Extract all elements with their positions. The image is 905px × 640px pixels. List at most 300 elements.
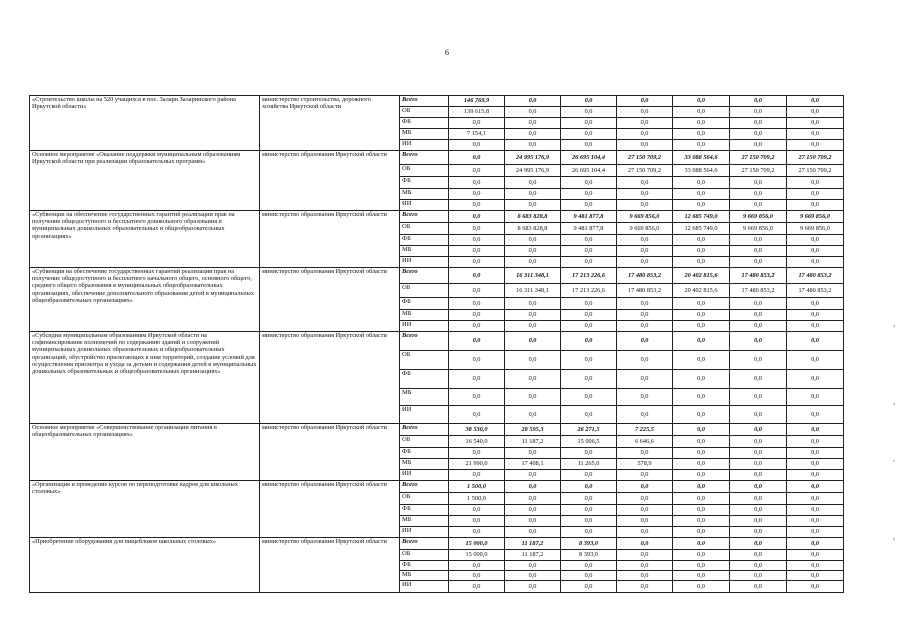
amount-cell: 0,0 xyxy=(561,470,617,481)
amount-cell: 0,0 xyxy=(730,257,787,268)
responsible-executor: министерство строительства, дорожного хозяйства Иркутской области xyxy=(260,96,400,151)
funding-source: ФБ xyxy=(400,235,449,246)
table-row xyxy=(30,332,844,351)
amount-cell: 27 150 709,2 xyxy=(617,151,673,165)
amount-cell: 0,0 xyxy=(561,235,617,246)
activity-description: «Приобретение оборудования для пищеблоков школьных столовых» xyxy=(30,538,260,593)
amount-cell: 9 669 856,0 xyxy=(787,211,844,223)
amount-cell: 17 480 853,2 xyxy=(787,284,844,298)
funding-source: Всего xyxy=(400,211,449,223)
responsible-executor: министерство образования Иркутской области xyxy=(260,538,400,593)
amount-cell: 0,0 xyxy=(449,516,505,527)
amount-cell: 0,0 xyxy=(673,200,730,211)
amount-cell: 0,0 xyxy=(505,298,561,310)
amount-cell: 0,0 xyxy=(787,459,844,470)
amount-cell: 0,0 xyxy=(617,581,673,593)
amount-cell: 0,0 xyxy=(561,351,617,370)
amount-cell: 9 669 856,0 xyxy=(617,223,673,235)
amount-cell: 0,0 xyxy=(617,550,673,561)
amount-cell: 0,0 xyxy=(730,481,787,493)
amount-cell: 0,0 xyxy=(787,448,844,459)
amount-cell: 33 088 564,6 xyxy=(673,151,730,165)
amount-cell: 0,0 xyxy=(787,505,844,516)
amount-cell: 0,0 xyxy=(561,448,617,459)
funding-source: ФБ xyxy=(400,370,449,389)
amount-cell: 0,0 xyxy=(505,351,561,370)
amount-cell: 0,0 xyxy=(617,493,673,505)
amount-cell: 0,0 xyxy=(561,189,617,200)
funding-source: ФБ xyxy=(400,561,449,571)
activity-description: «Субсидии муниципальным образованиям Иркутской области на софинансирование полномочий по содержанию зданий и сооружений муниципальных дошкольных образовательных и общеобразовательных организаций, обустройство прилегающих к ним территорий, создание условий для осуществления присмотра и ухода за детьми и содержания детей в муниципальных дошкольных образовательных и общеобразовательных организациях» xyxy=(30,332,260,424)
amount-cell: 0,0 xyxy=(730,550,787,561)
amount-cell: 0,0 xyxy=(787,550,844,561)
amount-cell: 0,0 xyxy=(730,436,787,448)
funding-source: ОБ xyxy=(400,351,449,370)
amount-cell: 0,0 xyxy=(730,332,787,351)
amount-cell: 0,0 xyxy=(787,235,844,246)
amount-cell: 0,0 xyxy=(673,571,730,581)
amount-cell: 0,0 xyxy=(730,581,787,593)
funding-source: МБ xyxy=(400,389,449,406)
amount-cell: 6 646,6 xyxy=(617,436,673,448)
amount-cell: 0,0 xyxy=(730,189,787,200)
amount-cell: 0,0 xyxy=(730,140,787,151)
amount-cell: 12 685 749,0 xyxy=(673,223,730,235)
amount-cell: 0,0 xyxy=(730,129,787,140)
amount-cell: 27 150 709,2 xyxy=(730,151,787,165)
amount-cell: 0,0 xyxy=(787,321,844,332)
amount-cell: 0,0 xyxy=(673,424,730,436)
amount-cell: 0,0 xyxy=(673,235,730,246)
funding-source: МБ xyxy=(400,516,449,527)
amount-cell: 7 154,1 xyxy=(449,129,505,140)
amount-cell: 0,0 xyxy=(730,351,787,370)
amount-cell: 0,0 xyxy=(730,448,787,459)
amount-cell: 0,0 xyxy=(787,189,844,200)
table-row xyxy=(30,268,844,284)
table-row xyxy=(30,96,844,107)
amount-cell: 0,0 xyxy=(673,389,730,406)
amount-cell: 0,0 xyxy=(617,332,673,351)
amount-cell: 0,0 xyxy=(561,298,617,310)
responsible-executor: министерство образования Иркутской области xyxy=(260,211,400,268)
amount-cell: 9 669 856,0 xyxy=(787,223,844,235)
funding-source: МБ xyxy=(400,571,449,581)
amount-cell: 0,0 xyxy=(505,246,561,257)
amount-cell: 0,0 xyxy=(561,332,617,351)
funding-source: ФБ xyxy=(400,298,449,310)
amount-cell: 0,0 xyxy=(449,165,505,177)
amount-cell: 0,0 xyxy=(730,424,787,436)
funding-source: ИИ xyxy=(400,470,449,481)
responsible-executor: министерство образования Иркутской области xyxy=(260,481,400,538)
page-number: 6 xyxy=(445,48,449,57)
amount-cell: 38 530,0 xyxy=(449,424,505,436)
amount-cell: 0,0 xyxy=(505,581,561,593)
activity-description: «Субвенции на обеспечение государственных гарантий реализации прав на получение общедоступного и бесплатного дошкольного образования в муниципальных дошкольных образовательных и общеобразовательных организациях» xyxy=(30,211,260,268)
amount-cell: 0,0 xyxy=(449,389,505,406)
amount-cell: 0,0 xyxy=(617,527,673,538)
amount-cell: 0,0 xyxy=(673,527,730,538)
amount-cell: 0,0 xyxy=(730,107,787,118)
amount-cell: 0,0 xyxy=(730,527,787,538)
funding-source: Всего xyxy=(400,96,449,107)
amount-cell: 0,0 xyxy=(730,246,787,257)
margin-mark: ‹ xyxy=(893,400,896,408)
amount-cell: 16 311 348,1 xyxy=(505,268,561,284)
funding-source: ИИ xyxy=(400,321,449,332)
table-row xyxy=(30,424,844,436)
amount-cell: 11 265,0 xyxy=(561,459,617,470)
amount-cell: 0,0 xyxy=(787,538,844,550)
amount-cell: 0,0 xyxy=(617,177,673,189)
amount-cell: 0,0 xyxy=(787,370,844,389)
amount-cell: 0,0 xyxy=(617,561,673,571)
amount-cell: 24 995 176,9 xyxy=(505,165,561,177)
amount-cell: 0,0 xyxy=(561,406,617,424)
amount-cell: 0,0 xyxy=(449,200,505,211)
amount-cell: 0,0 xyxy=(730,493,787,505)
amount-cell: 0,0 xyxy=(787,107,844,118)
amount-cell: 0,0 xyxy=(561,505,617,516)
funding-source: ИИ xyxy=(400,406,449,424)
amount-cell: 0,0 xyxy=(617,107,673,118)
amount-cell: 0,0 xyxy=(730,470,787,481)
amount-cell: 0,0 xyxy=(673,298,730,310)
amount-cell: 0,0 xyxy=(505,321,561,332)
funding-source: МБ xyxy=(400,246,449,257)
amount-cell: 9 669 856,0 xyxy=(617,211,673,223)
amount-cell: 0,0 xyxy=(617,389,673,406)
amount-cell: 0,0 xyxy=(505,332,561,351)
amount-cell: 0,0 xyxy=(730,516,787,527)
amount-cell: 0,0 xyxy=(673,493,730,505)
funding-source: ИИ xyxy=(400,200,449,211)
funding-source: ФБ xyxy=(400,505,449,516)
amount-cell: 0,0 xyxy=(449,177,505,189)
amount-cell: 0,0 xyxy=(505,118,561,129)
amount-cell: 0,0 xyxy=(617,406,673,424)
funding-source: ИИ xyxy=(400,140,449,151)
amount-cell: 1 500,0 xyxy=(449,493,505,505)
amount-cell: 0,0 xyxy=(730,298,787,310)
amount-cell: 0,0 xyxy=(449,351,505,370)
funding-source: ИИ xyxy=(400,527,449,538)
table-row xyxy=(30,538,844,550)
funding-source: МБ xyxy=(400,459,449,470)
amount-cell: 139 615,8 xyxy=(449,107,505,118)
amount-cell: 0,0 xyxy=(449,257,505,268)
amount-cell: 0,0 xyxy=(673,310,730,321)
amount-cell: 0,0 xyxy=(787,351,844,370)
amount-cell: 0,0 xyxy=(787,246,844,257)
amount-cell: 0,0 xyxy=(787,516,844,527)
amount-cell: 0,0 xyxy=(787,571,844,581)
funding-source: ФБ xyxy=(400,118,449,129)
funding-source: ФБ xyxy=(400,448,449,459)
amount-cell: 0,0 xyxy=(617,516,673,527)
amount-cell: 0,0 xyxy=(505,571,561,581)
amount-cell: 0,0 xyxy=(505,96,561,107)
amount-cell: 0,0 xyxy=(505,406,561,424)
amount-cell: 0,0 xyxy=(505,370,561,389)
amount-cell: 0,0 xyxy=(787,406,844,424)
amount-cell: 27 150 709,2 xyxy=(617,165,673,177)
amount-cell: 0,0 xyxy=(673,351,730,370)
amount-cell: 0,0 xyxy=(505,257,561,268)
amount-cell: 11 187,2 xyxy=(505,550,561,561)
amount-cell: 0,0 xyxy=(673,470,730,481)
budget-table xyxy=(29,95,844,593)
amount-cell: 0,0 xyxy=(673,107,730,118)
amount-cell: 9 669 856,0 xyxy=(730,223,787,235)
amount-cell: 0,0 xyxy=(787,470,844,481)
funding-source: Всего xyxy=(400,538,449,550)
amount-cell: 21 990,0 xyxy=(449,459,505,470)
funding-source: ОБ xyxy=(400,436,449,448)
amount-cell: 26 271,5 xyxy=(561,424,617,436)
funding-source: Всего xyxy=(400,481,449,493)
amount-cell: 0,0 xyxy=(787,298,844,310)
amount-cell: 0,0 xyxy=(561,493,617,505)
amount-cell: 0,0 xyxy=(617,118,673,129)
amount-cell: 0,0 xyxy=(617,351,673,370)
funding-source: ОБ xyxy=(400,223,449,235)
amount-cell: 0,0 xyxy=(617,448,673,459)
amount-cell: 0,0 xyxy=(561,177,617,189)
amount-cell: 20 402 815,6 xyxy=(673,268,730,284)
amount-cell: 24 995 176,9 xyxy=(505,151,561,165)
amount-cell: 0,0 xyxy=(561,516,617,527)
amount-cell: 33 088 564,6 xyxy=(673,165,730,177)
amount-cell: 0,0 xyxy=(505,527,561,538)
amount-cell: 0,0 xyxy=(730,235,787,246)
amount-cell: 0,0 xyxy=(505,189,561,200)
amount-cell: 0,0 xyxy=(505,481,561,493)
amount-cell: 0,0 xyxy=(673,118,730,129)
amount-cell: 0,0 xyxy=(673,177,730,189)
amount-cell: 0,0 xyxy=(505,561,561,571)
funding-source: ОБ xyxy=(400,107,449,118)
amount-cell: 0,0 xyxy=(617,370,673,389)
amount-cell: 0,0 xyxy=(730,96,787,107)
amount-cell: 0,0 xyxy=(787,129,844,140)
amount-cell: 0,0 xyxy=(673,516,730,527)
amount-cell: 15 000,0 xyxy=(449,538,505,550)
amount-cell: 0,0 xyxy=(449,321,505,332)
amount-cell: 0,0 xyxy=(617,481,673,493)
amount-cell: 17 213 226,6 xyxy=(561,268,617,284)
amount-cell: 0,0 xyxy=(449,332,505,351)
amount-cell: 11 187,2 xyxy=(505,538,561,550)
amount-cell: 9 481 877,8 xyxy=(561,211,617,223)
amount-cell: 0,0 xyxy=(617,310,673,321)
table-row xyxy=(30,211,844,223)
amount-cell: 0,0 xyxy=(505,389,561,406)
amount-cell: 0,0 xyxy=(730,200,787,211)
amount-cell: 8 393,0 xyxy=(561,550,617,561)
amount-cell: 0,0 xyxy=(730,406,787,424)
amount-cell: 0,0 xyxy=(505,140,561,151)
amount-cell: 0,0 xyxy=(787,481,844,493)
amount-cell: 0,0 xyxy=(561,571,617,581)
amount-cell: 8 683 828,8 xyxy=(505,223,561,235)
amount-cell: 0,0 xyxy=(673,96,730,107)
amount-cell: 0,0 xyxy=(787,257,844,268)
margin-mark: ‹ xyxy=(893,535,896,543)
amount-cell: 0,0 xyxy=(673,129,730,140)
amount-cell: 0,0 xyxy=(505,200,561,211)
amount-cell: 0,0 xyxy=(787,332,844,351)
amount-cell: 0,0 xyxy=(449,118,505,129)
amount-cell: 0,0 xyxy=(673,550,730,561)
amount-cell: 0,0 xyxy=(561,389,617,406)
activity-description: Основное мероприятие «Совершенствование организации питания в общеобразовательных организациях» xyxy=(30,424,260,481)
amount-cell: 0,0 xyxy=(673,448,730,459)
amount-cell: 0,0 xyxy=(673,189,730,200)
amount-cell: 0,0 xyxy=(561,118,617,129)
amount-cell: 0,0 xyxy=(787,118,844,129)
amount-cell: 0,0 xyxy=(787,310,844,321)
responsible-executor: министерство образования Иркутской области xyxy=(260,151,400,211)
activity-description: Основное мероприятие «Оказание поддержки муниципальным образованиям Иркутской области при реализации образовательных программ» xyxy=(30,151,260,211)
amount-cell: 0,0 xyxy=(617,571,673,581)
amount-cell: 27 150 709,2 xyxy=(787,151,844,165)
amount-cell: 0,0 xyxy=(561,107,617,118)
amount-cell: 0,0 xyxy=(673,332,730,351)
amount-cell: 0,0 xyxy=(730,370,787,389)
amount-cell: 0,0 xyxy=(617,257,673,268)
amount-cell: 0,0 xyxy=(561,246,617,257)
amount-cell: 0,0 xyxy=(449,235,505,246)
amount-cell: 8 683 828,8 xyxy=(505,211,561,223)
amount-cell: 0,0 xyxy=(449,406,505,424)
amount-cell: 0,0 xyxy=(505,470,561,481)
funding-source: Всего xyxy=(400,424,449,436)
amount-cell: 20 402 815,6 xyxy=(673,284,730,298)
amount-cell: 0,0 xyxy=(787,493,844,505)
amount-cell: 9 669 856,0 xyxy=(730,211,787,223)
table-row xyxy=(30,151,844,165)
activity-description: «Строительство школы на 520 учащихся в пос. Залари Заларинского района Иркутской области» xyxy=(30,96,260,151)
amount-cell: 0,0 xyxy=(561,129,617,140)
amount-cell: 0,0 xyxy=(673,538,730,550)
amount-cell: 0,0 xyxy=(730,538,787,550)
amount-cell: 0,0 xyxy=(730,118,787,129)
amount-cell: 0,0 xyxy=(617,321,673,332)
amount-cell: 0,0 xyxy=(505,177,561,189)
responsible-executor: министерство образования Иркутской области xyxy=(260,332,400,424)
amount-cell: 0,0 xyxy=(561,561,617,571)
amount-cell: 0,0 xyxy=(673,246,730,257)
amount-cell: 0,0 xyxy=(561,310,617,321)
amount-cell: 0,0 xyxy=(673,436,730,448)
amount-cell: 27 150 709,2 xyxy=(730,165,787,177)
amount-cell: 0,0 xyxy=(505,235,561,246)
funding-source: ФБ xyxy=(400,177,449,189)
amount-cell: 16 540,0 xyxy=(449,436,505,448)
amount-cell: 0,0 xyxy=(449,448,505,459)
amount-cell: 0,0 xyxy=(561,140,617,151)
amount-cell: 17 480 853,2 xyxy=(730,268,787,284)
amount-cell: 0,0 xyxy=(730,459,787,470)
amount-cell: 0,0 xyxy=(730,177,787,189)
amount-cell: 0,0 xyxy=(505,310,561,321)
amount-cell: 1 500,0 xyxy=(449,481,505,493)
funding-source: ИИ xyxy=(400,257,449,268)
amount-cell: 12 685 749,0 xyxy=(673,211,730,223)
amount-cell: 0,0 xyxy=(505,493,561,505)
amount-cell: 0,0 xyxy=(673,370,730,389)
amount-cell: 0,0 xyxy=(673,505,730,516)
amount-cell: 26 695 104,4 xyxy=(561,165,617,177)
amount-cell: 0,0 xyxy=(449,581,505,593)
amount-cell: 11 187,2 xyxy=(505,436,561,448)
amount-cell: 0,0 xyxy=(617,96,673,107)
amount-cell: 17 480 853,2 xyxy=(617,268,673,284)
amount-cell: 0,0 xyxy=(787,561,844,571)
amount-cell: 0,0 xyxy=(449,284,505,298)
responsible-executor: министерство образования Иркутской области xyxy=(260,268,400,332)
amount-cell: 0,0 xyxy=(561,257,617,268)
amount-cell: 0,0 xyxy=(617,235,673,246)
responsible-executor: министерство образования Иркутской области xyxy=(260,424,400,481)
amount-cell: 0,0 xyxy=(617,505,673,516)
funding-source: ИИ xyxy=(400,581,449,593)
amount-cell: 578,9 xyxy=(617,459,673,470)
funding-source: ОБ xyxy=(400,165,449,177)
amount-cell: 0,0 xyxy=(617,246,673,257)
amount-cell: 0,0 xyxy=(787,527,844,538)
amount-cell: 0,0 xyxy=(730,571,787,581)
amount-cell: 17 480 853,2 xyxy=(730,284,787,298)
margin-mark: , xyxy=(893,455,895,463)
amount-cell: 0,0 xyxy=(505,129,561,140)
amount-cell: 0,0 xyxy=(617,140,673,151)
amount-cell: 0,0 xyxy=(505,448,561,459)
amount-cell: 0,0 xyxy=(449,561,505,571)
amount-cell: 0,0 xyxy=(617,538,673,550)
amount-cell: 0,0 xyxy=(561,527,617,538)
amount-cell: 0,0 xyxy=(617,129,673,140)
amount-cell: 0,0 xyxy=(449,298,505,310)
amount-cell: 0,0 xyxy=(787,424,844,436)
amount-cell: 0,0 xyxy=(449,223,505,235)
amount-cell: 0,0 xyxy=(505,107,561,118)
activity-description: «Организация и проведение курсов по переподготовке кадров для школьных столовых» xyxy=(30,481,260,538)
funding-source: МБ xyxy=(400,189,449,200)
amount-cell: 0,0 xyxy=(787,389,844,406)
amount-cell: 0,0 xyxy=(449,505,505,516)
amount-cell: 0,0 xyxy=(787,177,844,189)
amount-cell: 17 480 853,2 xyxy=(617,284,673,298)
amount-cell: 0,0 xyxy=(449,527,505,538)
amount-cell: 16 311 348,1 xyxy=(505,284,561,298)
amount-cell: 0,0 xyxy=(617,470,673,481)
amount-cell: 0,0 xyxy=(673,406,730,424)
amount-cell: 0,0 xyxy=(449,151,505,165)
amount-cell: 0,0 xyxy=(730,561,787,571)
amount-cell: 0,0 xyxy=(730,321,787,332)
amount-cell: 26 695 104,4 xyxy=(561,151,617,165)
amount-cell: 0,0 xyxy=(617,200,673,211)
amount-cell: 17 213 226,6 xyxy=(561,284,617,298)
table-row xyxy=(30,481,844,493)
amount-cell: 0,0 xyxy=(449,268,505,284)
activity-description: «Субвенция на обеспечение государственных гарантий реализации прав на получение общедоступного и бесплатного начального общего, основного общего, среднего общего образования в муниципальных общеобразовательных организациях, обеспечение дополнительного образования детей в муниципальных общеобразовательных организациях» xyxy=(30,268,260,332)
amount-cell: 0,0 xyxy=(561,370,617,389)
amount-cell: 0,0 xyxy=(673,561,730,571)
